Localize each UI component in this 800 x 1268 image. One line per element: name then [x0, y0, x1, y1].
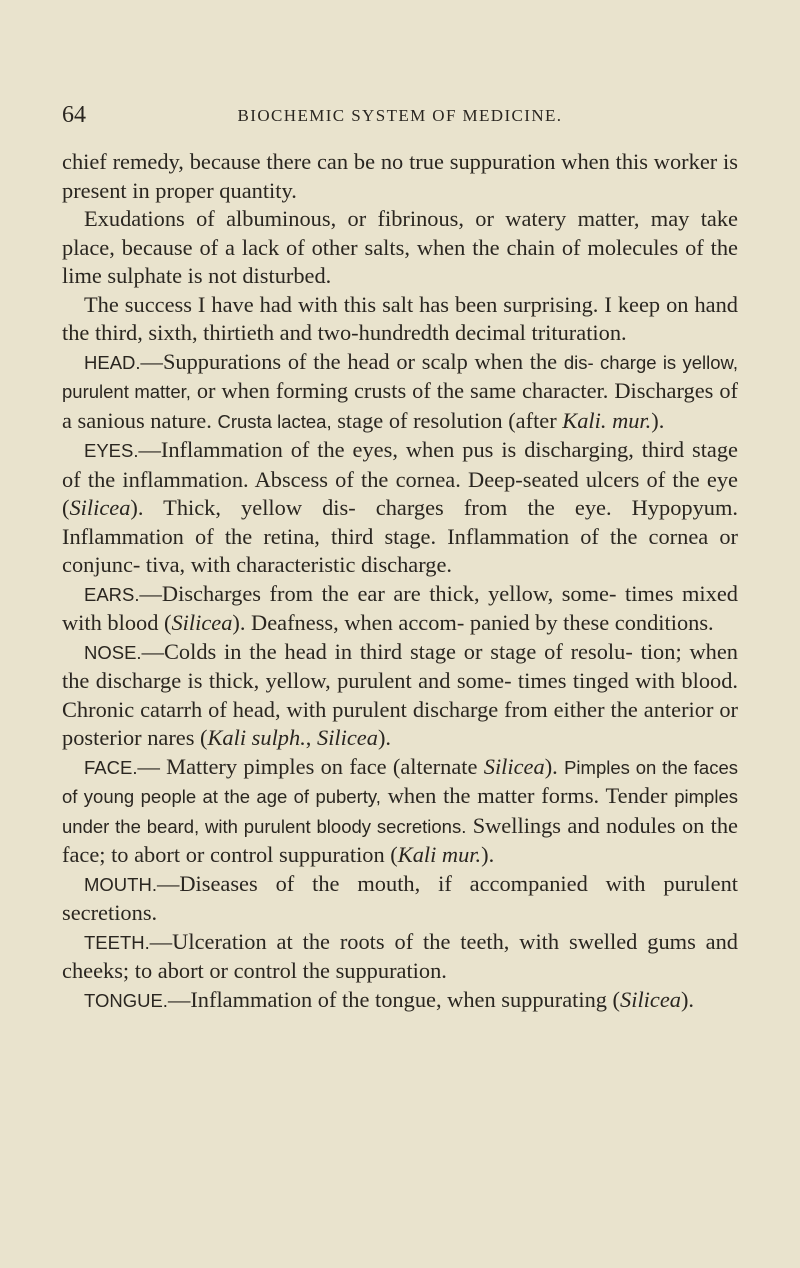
section-heading: TEETH.: [84, 931, 150, 953]
section-ears: EARS.—Discharges from the ear are thick, yellow, some- times mixed with blood (Silicea). Deafness, when accom- panied by these conditions.: [62, 580, 738, 635]
section-heading: EYES.: [84, 440, 139, 461]
section-heading: EARS.: [84, 583, 140, 605]
section-face: FACE.— Mattery pimples on face (alternate Silicea). Pimples on the faces of young people at the age of puberty, when the matter forms. Tender pimples under the beard, with purulent bloody secretions. Swellings and nodules on the face; to abort or control suppuration (Kali mur.).: [62, 753, 738, 867]
section-heading: TONGUE.: [84, 989, 168, 1011]
page-number: 64: [62, 102, 86, 128]
section-eyes: EYES.—Inflammation of the eyes, when pus is discharging, third stage of the inflammation. Abscess of the cornea. Deep-seated ulcers of the eye (Silicea). Thick, yellow dis- charges from the eye. Hypopyum. Inflammation of the retina, third stage. Inflammation of the cornea or conjunc- tiva, with characteristic discharge.: [62, 437, 738, 577]
section-heading: FACE.: [84, 756, 138, 778]
section-heading: HEAD.: [84, 351, 141, 373]
running-title: BIOCHEMIC SYSTEM OF MEDICINE.: [237, 106, 563, 125]
section-mouth: MOUTH.—Diseases of the mouth, if accompanied with purulent secretions.: [62, 870, 738, 925]
paragraph-exudations: Exudations of albuminous, or fibrinous, or watery matter, may take place, because of a lack of other salts, when the chain of molecules of the lime sulphate is not disturbed.: [62, 206, 738, 288]
paragraph-continuation: chief remedy, because there can be no true suppuration when this worker is present in proper quantity.: [62, 149, 738, 203]
section-nose: NOSE.—Colds in the head in third stage or stage of resolu- tion; when the discharge is thick, yellow, purulent and some- times tinged with blood. Chronic catarrh of head, with purulent discharge from either the anterior or posterior nares (Kali sulph., Silicea).: [62, 638, 738, 750]
section-head: HEAD.—Suppurations of the head or scalp when the dis- charge is yellow, purulent matter, or when forming crusts of the same character. Discharges of a sanious nature. Crusta lactea, stage of resolution (after Kali. mur.).: [62, 348, 739, 433]
page-header: [62, 102, 738, 136]
body-text: [62, 148, 738, 1015]
section-heading: NOSE.: [84, 641, 142, 663]
section-heading: MOUTH.: [84, 873, 157, 895]
section-teeth: TEETH.—Ulceration at the roots of the teeth, with swelled gums and cheeks; to abort or control the suppuration.: [62, 928, 738, 983]
paragraph-success: The success I have had with this salt has been surprising. I keep on hand the third, sixth, thirtieth and two-hundredth decimal trituration.: [62, 291, 738, 345]
section-tongue: TONGUE.—Inflammation of the tongue, when suppurating (Silicea).: [84, 986, 695, 1012]
